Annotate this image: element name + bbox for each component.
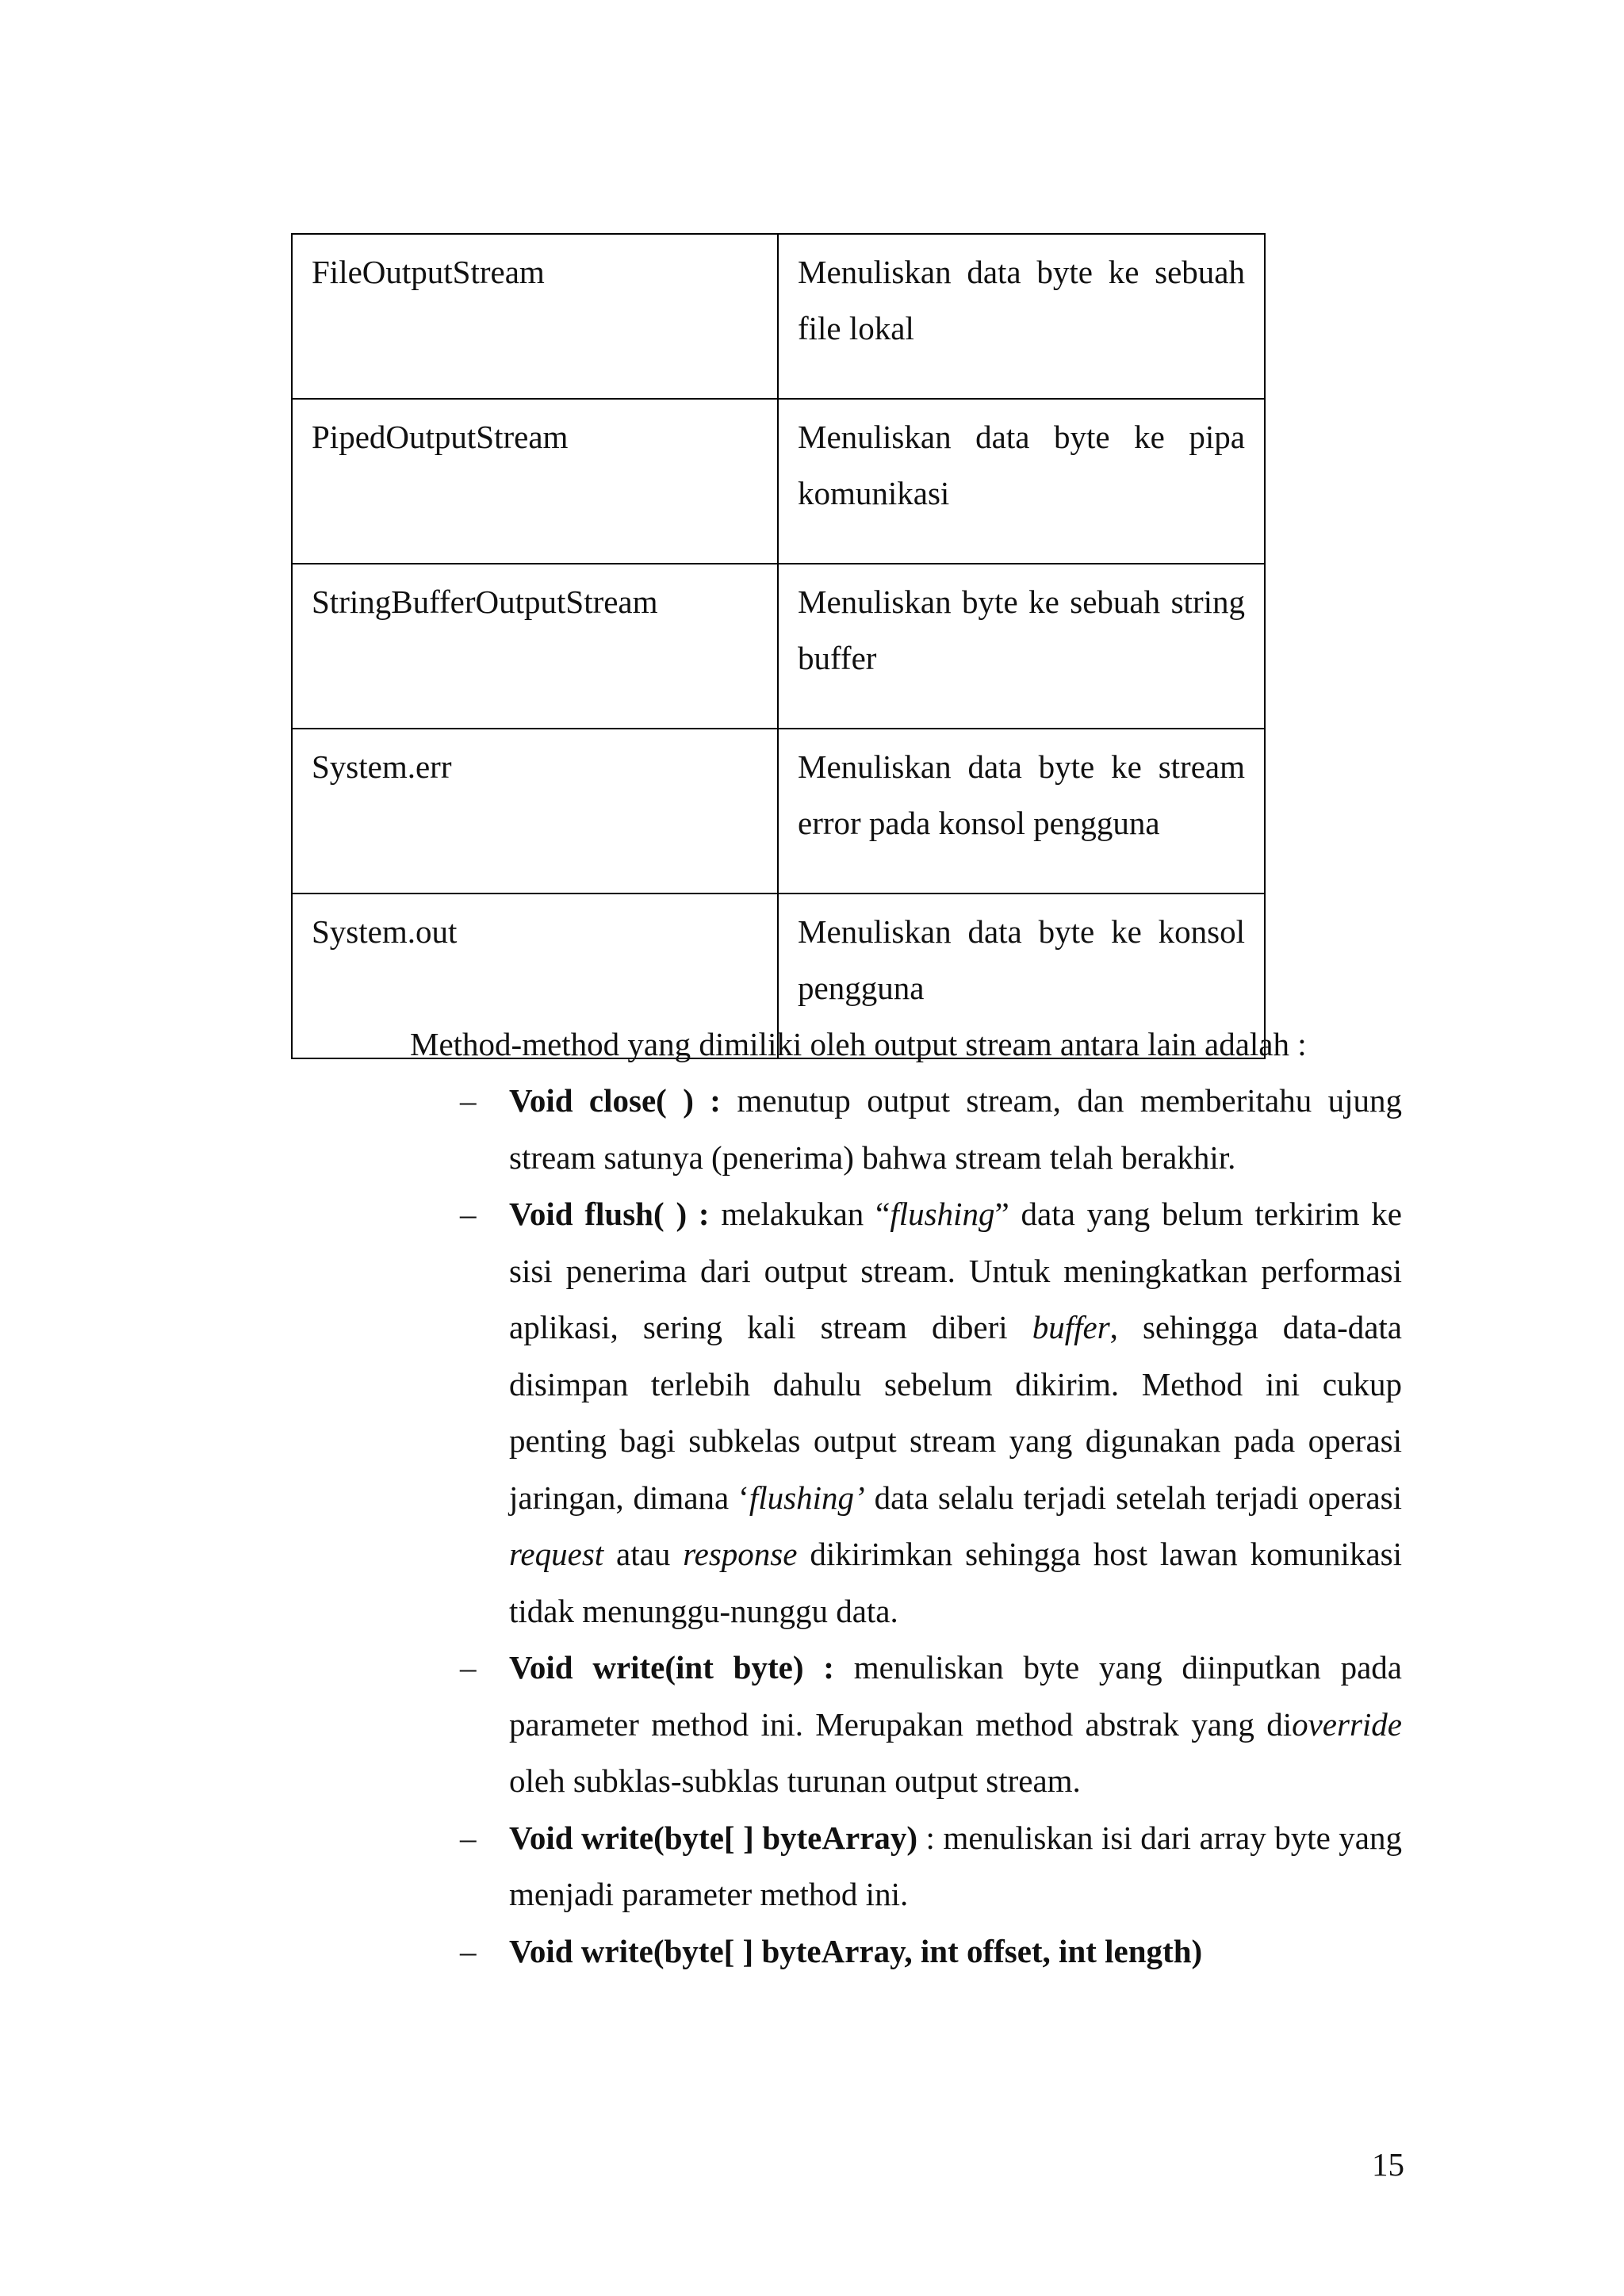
class-name-cell: FileOutputStream xyxy=(292,234,778,399)
output-stream-class-table xyxy=(291,233,1266,1059)
method-list xyxy=(460,1073,1402,1980)
table-row xyxy=(292,564,1265,729)
methods-intro-paragraph: Method-method yang dimiliki oleh output stream antara lain adalah : xyxy=(410,1026,1307,1062)
italic-term: response xyxy=(683,1536,798,1572)
method-signature: Void write(byte[ ] byteArray, int offset, int length) xyxy=(509,1932,1203,1969)
list-item-write-int xyxy=(460,1640,1402,1810)
italic-term: override xyxy=(1292,1705,1402,1743)
method-description: melakukan “ xyxy=(709,1196,891,1232)
class-name-cell: System.err xyxy=(292,729,778,894)
method-description: oleh subklas-subklas turunan output stream. xyxy=(509,1762,1081,1799)
italic-term: request xyxy=(509,1536,604,1572)
description-cell: Menuliskan data byte ke sebuah file lokal xyxy=(778,234,1265,399)
method-description: dikirimkan sehingga host lawan komunikasi tidak menunggu-nunggu data. xyxy=(509,1536,1402,1629)
dash-bullet: – xyxy=(460,1196,477,1232)
list-item-write-array xyxy=(460,1810,1402,1923)
page-number: 15 xyxy=(1372,2146,1404,2183)
class-name-cell: System.out xyxy=(292,894,778,1058)
italic-term: flushing’ xyxy=(749,1479,865,1516)
method-description: data selalu terjadi setelah terjadi operasi xyxy=(864,1479,1402,1516)
description-cell: Menuliskan data byte ke konsol pengguna xyxy=(778,894,1265,1058)
method-signature: Void flush( ) : xyxy=(509,1196,710,1232)
dash-bullet: – xyxy=(460,1082,477,1119)
class-name-cell: PipedOutputStream xyxy=(292,399,778,564)
description-cell: Menuliskan data byte ke stream error pada konsol pengguna xyxy=(778,729,1265,894)
method-description: , sehingga data-data disimpan terlebih dahulu sebelum dikirim. Method ini cukup penting bagi subkelas output stream yang digunakan pada operasi jaringan, dimana ‘ xyxy=(509,1309,1403,1516)
description-cell: Menuliskan data byte ke pipa komunikasi xyxy=(778,399,1265,564)
italic-term: buffer xyxy=(1032,1309,1110,1345)
method-signature: Void write(byte[ ] byteArray) xyxy=(509,1819,918,1856)
table-row xyxy=(292,729,1265,894)
method-description: ” data yang belum terkirim ke sisi penerima dari output stream. Untuk meningkatkan performasi aplikasi, sering kali stream diberi xyxy=(509,1196,1402,1345)
dash-bullet: – xyxy=(460,1932,477,1969)
method-signature: Void close( ) : xyxy=(509,1082,721,1119)
dash-bullet: – xyxy=(460,1819,477,1856)
italic-term: flushing xyxy=(890,1196,995,1232)
list-item-close xyxy=(460,1073,1402,1186)
description-cell: Menuliskan byte ke sebuah string buffer xyxy=(778,564,1265,729)
method-signature: Void write(int byte) : xyxy=(509,1649,834,1686)
method-description: menuliskan byte yang diinputkan pada parameter method ini. Merupakan method abstrak yang di xyxy=(509,1649,1402,1743)
class-name-cell: StringBufferOutputStream xyxy=(292,564,778,729)
list-item-write-array-offset xyxy=(460,1923,1402,1980)
list-item-flush xyxy=(460,1186,1402,1640)
table-row xyxy=(292,399,1265,564)
table-row xyxy=(292,234,1265,399)
method-description: menutup output stream, dan memberitahu ujung stream satunya (penerima) bahwa stream telah berakhir. xyxy=(509,1082,1403,1176)
method-description: : menuliskan isi dari array byte yang menjadi parameter method ini. xyxy=(509,1819,1402,1912)
method-description: atau xyxy=(603,1536,684,1572)
dash-bullet: – xyxy=(460,1649,477,1686)
